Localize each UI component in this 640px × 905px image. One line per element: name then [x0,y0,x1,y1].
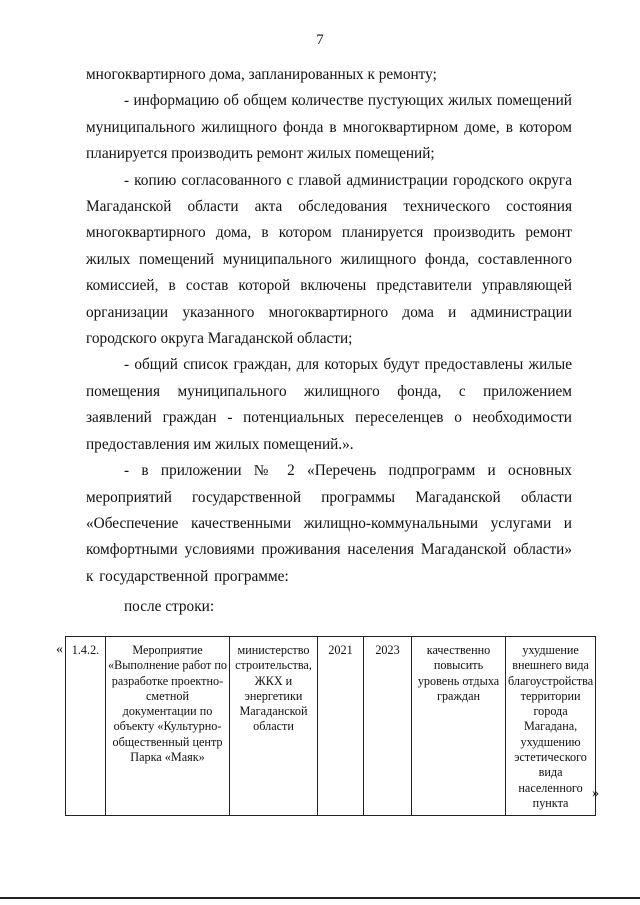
after-line-label: после строки: [124,598,215,616]
paragraph-continuation: многоквартирного дома, запланированных к ремонту; [86,66,437,83]
table-row [66,637,596,816]
cell-end-year: 2023 [364,637,412,816]
cell-start-year: 2021 [318,637,364,816]
cell-expected-result: качественно повысить уровень отдыха граждан [412,637,506,816]
cell-number: 1.4.2. [66,637,106,816]
bottom-rule [0,897,640,899]
cell-executor: министерство строительства, ЖКХ и энергетики Магаданской области [230,637,318,816]
paragraph-vacant-premises: - информацию об общем количестве пустующих жилых помещений муниципального жилищного фонда в многоквартирном доме, в котором планируется производить ремонт жилых помещений; [86,92,572,163]
page-number: 7 [316,32,324,48]
paragraph-appendix-2: - в приложении № 2 «Перечень подпрограмм и основных мероприятий государственной программы Магаданской области «Обеспечение качественными жилищно-коммунальными услугами и комфортными условиями проживания населения Магаданской области» к государственной программе: [86,462,572,585]
body-text [86,62,572,620]
paragraph-inspection-act: - копию согласованного с главой администрации городского округа Магаданской области акта обследования технического состояния многоквартирного дома, в котором планируется производить ремонт жилых помещений муниципального жилищного фонда, составленного комиссией, в состав которой включены представители управляющей организации указанного многоквартирного дома и администрации городского округа Магаданской области; [86,171,572,348]
closing-quote: » [592,786,599,801]
opening-quote: « [56,642,63,657]
activity-table [65,636,596,816]
paragraph-citizens-list: - общий список граждан, для которых будут предоставлены жилые помещения муниципального жилищного фонда, с приложением заявлений граждан - потенциальных переселенцев о необходимости предоставления им жилых помещений.». [86,356,572,453]
cell-activity: Мероприятие «Выполнение работ по разработке проектно-сметной документации по объекту «Культурно-общественный центр Парка «Маяк» [106,637,230,816]
cell-consequences: ухудшение внешнего вида благоустройства территории города Магадана, ухудшению эстетического вида населенного пункта [506,637,596,816]
